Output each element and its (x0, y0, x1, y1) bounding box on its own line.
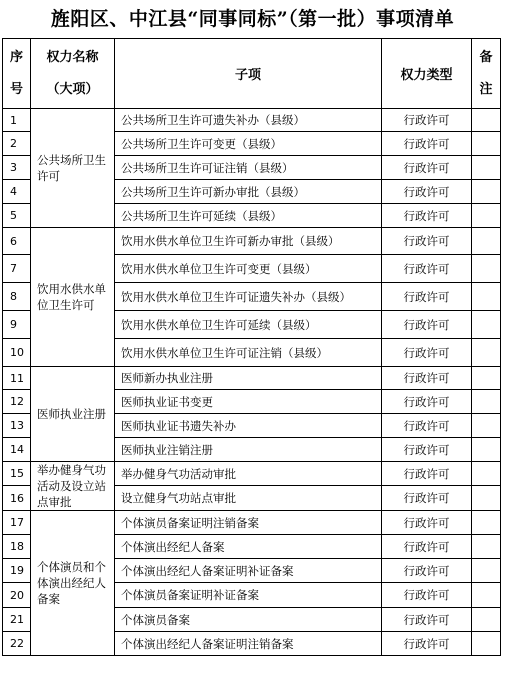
sub-item-cell: 饮用水供水单位卫生许可延续（县级） (115, 311, 382, 339)
sub-item-cell: 公共场所卫生许可遗失补办（县级） (115, 109, 382, 132)
power-type-cell: 行政许可 (382, 462, 472, 486)
sub-item-cell: 饮用水供水单位卫生许可证注销（县级） (115, 339, 382, 367)
power-type-cell: 行政许可 (382, 438, 472, 462)
sub-item-cell: 个体演员备案 (115, 608, 382, 632)
row-number: 6 (3, 228, 31, 255)
note-cell (472, 132, 501, 156)
header-main-item (31, 39, 115, 109)
power-type-cell: 行政许可 (382, 414, 472, 438)
power-type-cell: 行政许可 (382, 283, 472, 311)
power-type-cell: 行政许可 (382, 255, 472, 283)
power-type-cell: 行政许可 (382, 367, 472, 390)
row-number: 3 (3, 156, 31, 180)
note-cell (472, 535, 501, 559)
note-cell (472, 228, 501, 255)
note-cell (472, 608, 501, 632)
sub-item-cell: 举办健身气功活动审批 (115, 462, 382, 486)
power-type-cell: 行政许可 (382, 390, 472, 414)
power-type-cell: 行政许可 (382, 109, 472, 132)
power-type-cell: 行政许可 (382, 204, 472, 228)
main-item-cell: 个体演员和个体演出经纪人备案 (31, 511, 115, 656)
main-item-cell: 举办健身气功活动及设立站点审批 (31, 462, 115, 511)
sub-item-cell: 个体演出经纪人备案证明补证备案 (115, 559, 382, 583)
sub-item-cell: 公共场所卫生许可延续（县级） (115, 204, 382, 228)
note-cell (472, 109, 501, 132)
row-number: 14 (3, 438, 31, 462)
row-number: 19 (3, 559, 31, 583)
header-main-line2: （大项） (46, 81, 99, 97)
header-index (3, 39, 31, 109)
note-cell (472, 390, 501, 414)
sub-item-cell: 饮用水供水单位卫生许可证遗失补办（县级） (115, 283, 382, 311)
power-type-cell: 行政许可 (382, 511, 472, 535)
note-cell (472, 414, 501, 438)
row-number: 22 (3, 632, 31, 656)
main-item-cell: 公共场所卫生许可 (31, 109, 115, 228)
power-type-cell: 行政许可 (382, 535, 472, 559)
row-number: 1 (3, 109, 31, 132)
row-number: 17 (3, 511, 31, 535)
power-type-cell: 行政许可 (382, 632, 472, 656)
power-type-cell: 行政许可 (382, 608, 472, 632)
row-number: 8 (3, 283, 31, 311)
sub-item-cell: 个体演员备案证明注销备案 (115, 511, 382, 535)
main-item-cell: 医师执业注册 (31, 367, 115, 462)
header-note-line2: 注 (479, 81, 493, 97)
header-sub-item: 子项 (115, 39, 382, 109)
power-type-cell: 行政许可 (382, 339, 472, 367)
note-cell (472, 156, 501, 180)
power-type-cell: 行政许可 (382, 559, 472, 583)
note-cell (472, 204, 501, 228)
note-cell (472, 367, 501, 390)
power-type-cell: 行政许可 (382, 156, 472, 180)
header-index-line2: 号 (9, 81, 23, 97)
note-cell (472, 339, 501, 367)
header-note (472, 39, 501, 109)
header-power-type: 权力类型 (382, 39, 472, 109)
table-row (3, 109, 501, 132)
table-row (3, 367, 501, 390)
note-cell (472, 438, 501, 462)
main-item-cell: 饮用水供水单位卫生许可 (31, 228, 115, 367)
row-number: 10 (3, 339, 31, 367)
sub-item-cell: 饮用水供水单位卫生许可变更（县级） (115, 255, 382, 283)
row-number: 7 (3, 255, 31, 283)
power-type-cell: 行政许可 (382, 486, 472, 511)
note-cell (472, 559, 501, 583)
row-number: 4 (3, 180, 31, 204)
sub-item-cell: 公共场所卫生许可新办审批（县级） (115, 180, 382, 204)
sub-item-cell: 公共场所卫生许可证注销（县级） (115, 156, 382, 180)
note-cell (472, 486, 501, 511)
row-number: 18 (3, 535, 31, 559)
note-cell (472, 583, 501, 608)
row-number: 16 (3, 486, 31, 511)
header-index-line1: 序 (9, 49, 23, 65)
row-number: 2 (3, 132, 31, 156)
sub-item-cell: 医师执业证书变更 (115, 390, 382, 414)
header-note-line1: 备 (479, 49, 493, 65)
row-number: 20 (3, 583, 31, 608)
table-row (3, 462, 501, 486)
note-cell (472, 511, 501, 535)
sub-item-cell: 饮用水供水单位卫生许可新办审批（县级） (115, 228, 382, 255)
sub-item-cell: 医师新办执业注册 (115, 367, 382, 390)
table-row (3, 511, 501, 535)
sub-item-cell: 公共场所卫生许可变更（县级） (115, 132, 382, 156)
note-cell (472, 632, 501, 656)
table-row (3, 228, 501, 255)
sub-item-cell: 个体演员备案证明补证备案 (115, 583, 382, 608)
row-number: 15 (3, 462, 31, 486)
row-number: 13 (3, 414, 31, 438)
note-cell (472, 311, 501, 339)
note-cell (472, 180, 501, 204)
sub-item-cell: 设立健身气功站点审批 (115, 486, 382, 511)
header-row (3, 39, 501, 109)
power-type-cell: 行政许可 (382, 132, 472, 156)
row-number: 11 (3, 367, 31, 390)
row-number: 5 (3, 204, 31, 228)
sub-item-cell: 医师执业证书遗失补办 (115, 414, 382, 438)
power-type-cell: 行政许可 (382, 311, 472, 339)
table-body (3, 109, 501, 656)
row-number: 9 (3, 311, 31, 339)
row-number: 21 (3, 608, 31, 632)
power-type-cell: 行政许可 (382, 228, 472, 255)
note-cell (472, 283, 501, 311)
power-type-cell: 行政许可 (382, 180, 472, 204)
header-main-line1: 权力名称 (46, 49, 99, 65)
matters-table (2, 38, 501, 656)
note-cell (472, 255, 501, 283)
note-cell (472, 462, 501, 486)
sub-item-cell: 个体演出经纪人备案 (115, 535, 382, 559)
document-title: 旌阳区、中江县“同事同标”（第一批）事项清单 (50, 8, 455, 30)
row-number: 12 (3, 390, 31, 414)
power-type-cell: 行政许可 (382, 583, 472, 608)
sub-item-cell: 个体演出经纪人备案证明注销备案 (115, 632, 382, 656)
sub-item-cell: 医师执业注销注册 (115, 438, 382, 462)
